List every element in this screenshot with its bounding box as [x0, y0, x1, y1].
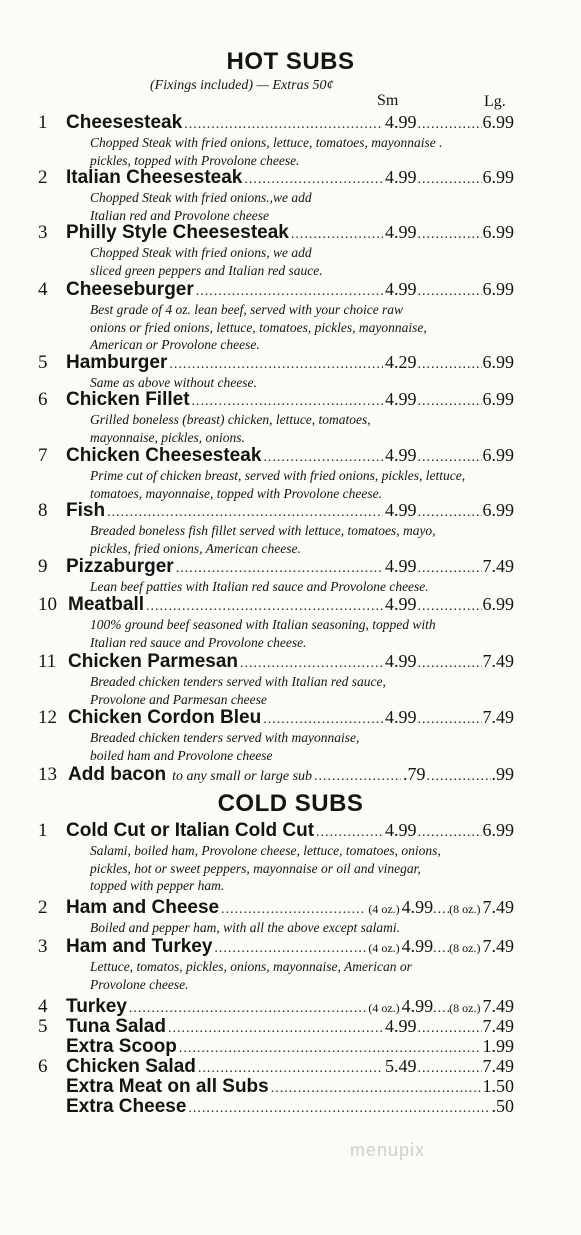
menu-item [38, 996, 514, 1018]
leader-dots [146, 599, 383, 615]
leader-dots [263, 450, 383, 466]
cold-subs-title: COLD SUBS [217, 790, 364, 817]
item-description [90, 616, 530, 651]
leader-dots [198, 1061, 383, 1077]
menu-item [38, 1096, 514, 1118]
leader-dots [188, 1101, 489, 1117]
item-description [90, 522, 530, 557]
item-description [90, 958, 530, 993]
leader-dots [314, 769, 401, 785]
leader-dots [418, 172, 482, 188]
price-small: 4.99 [385, 820, 417, 840]
item-number: 4 [38, 279, 48, 300]
price-large: 6.99 [482, 594, 514, 614]
price-small: 4.99 [385, 279, 417, 299]
leader-dots [418, 450, 482, 466]
price-large: 6.99 [482, 279, 514, 299]
item-number: 4 [38, 996, 48, 1017]
item-description [90, 134, 530, 169]
price-large: 7.49 [482, 996, 514, 1016]
price-large: 6.99 [482, 389, 514, 409]
item-name: Chicken Cheesesteak [66, 445, 262, 466]
item-name: Pizzaburger [66, 556, 174, 577]
price-large: 6.99 [482, 222, 514, 242]
price-large: 7.49 [482, 1056, 514, 1076]
price-large: 1.50 [482, 1076, 514, 1096]
item-name: Ham and Turkey [66, 936, 213, 957]
leader-dots [129, 1001, 366, 1017]
leader-dots [418, 656, 482, 672]
leader-dots [418, 712, 482, 728]
leader-dots [196, 284, 383, 300]
leader-dots [192, 394, 383, 410]
item-name: Fish [66, 500, 106, 521]
leader-dots [418, 227, 482, 243]
item-description [90, 467, 530, 502]
desc-line: 100% ground beef seasoned with Italian seasoning, topped with [90, 617, 436, 632]
item-name: Extra Scoop [66, 1036, 177, 1057]
leader-dots [433, 902, 449, 918]
price-small: 4.99 [385, 167, 417, 187]
item-description [90, 189, 530, 224]
leader-dots [168, 1021, 383, 1037]
desc-line: Prime cut of chicken breast, served with fried onions, pickles, lettuce, [90, 468, 466, 483]
menu-item [38, 500, 514, 522]
item-description [90, 673, 530, 708]
price-small: 4.99 [385, 707, 417, 727]
item-name: Cold Cut or Italian Cold Cut [66, 820, 315, 841]
leader-dots [291, 227, 383, 243]
desc-line: Chopped Steak with fried onions.,we add [90, 190, 312, 205]
item-number: 5 [38, 1016, 48, 1037]
leader-dots [433, 941, 449, 957]
size-large: (8 oz.) [449, 1001, 481, 1015]
item-note: to any small or large sub [172, 769, 313, 784]
item-number: 7 [38, 445, 48, 466]
desc-line: pickles, topped with Provolone cheese. [90, 152, 300, 168]
price-large: 7.49 [482, 897, 514, 917]
item-name: Hamburger [66, 352, 168, 373]
desc-line: boiled ham and Provolone cheese [90, 747, 273, 763]
leader-dots [427, 769, 491, 785]
item-description [90, 729, 530, 764]
item-description [90, 578, 530, 596]
leader-dots [418, 284, 482, 300]
size-small: (4 oz.) [368, 1001, 400, 1015]
menu-item [38, 167, 514, 189]
desc-line: Italian red sauce and Provolone cheese. [90, 634, 307, 650]
leader-dots [316, 825, 383, 841]
leader-dots [184, 117, 383, 133]
size-small: (4 oz.) [368, 902, 400, 916]
desc-line: Chopped Steak with fried onions, lettuce, tomatoes, mayonnaise . [90, 135, 443, 150]
price-small: 5.49 [385, 1056, 417, 1076]
leader-dots [418, 505, 482, 521]
hot-subs-title: HOT SUBS [226, 48, 355, 75]
item-number: 13 [38, 764, 57, 785]
item-number: 11 [38, 651, 57, 672]
item-number: 1 [38, 820, 48, 841]
item-number: 2 [38, 897, 48, 918]
price-small: 4.99 [401, 996, 434, 1016]
price-large: 7.49 [482, 707, 514, 727]
item-name: Chicken Salad [66, 1056, 196, 1077]
price-small: 4.99 [401, 936, 434, 956]
price-large: 7.49 [482, 651, 514, 671]
menupix-watermark: menupix [350, 1140, 426, 1160]
item-name: Cheesesteak [66, 112, 183, 133]
menu-item [38, 279, 514, 301]
leader-dots [418, 394, 482, 410]
size-large: (8 oz.) [449, 941, 481, 955]
menu-item [38, 594, 514, 616]
desc-line: Provolone and Parmesan cheese [90, 691, 267, 707]
desc-line: Breaded chicken tenders served with mayonnaise, [90, 730, 360, 745]
menu-item [38, 764, 514, 786]
item-description [90, 244, 530, 279]
item-name: Tuna Salad [66, 1016, 166, 1037]
leader-dots [418, 825, 482, 841]
item-description [90, 842, 530, 895]
leader-dots [179, 1041, 481, 1057]
leader-dots [271, 1081, 481, 1097]
price-small: 4.99 [385, 112, 417, 132]
item-name: Cheeseburger [66, 279, 194, 300]
price-large: 6.99 [482, 445, 514, 465]
desc-line: Lettuce, tomatos, pickles, onions, mayonnaise, American or [90, 959, 412, 974]
leader-dots [240, 656, 383, 672]
desc-line: Breaded boneless fish fillet served with lettuce, tomatoes, mayo, [90, 523, 436, 538]
price-large: .99 [491, 764, 514, 784]
leader-dots [418, 1061, 482, 1077]
desc-line: Provolone cheese. [90, 976, 189, 992]
price-small: 4.99 [385, 556, 417, 576]
price-small: 4.99 [385, 445, 417, 465]
menu-item [38, 1076, 514, 1098]
leader-dots [263, 712, 383, 728]
item-name: Chicken Parmesan [68, 651, 239, 672]
price-large: 1.99 [482, 1036, 514, 1056]
item-name: Add bacon [68, 764, 167, 785]
desc-line: Chopped Steak with fried onions, we add [90, 245, 312, 260]
desc-line: Salami, boiled ham, Provolone cheese, lettuce, tomatoes, onions, [90, 843, 441, 858]
price-large: .50 [491, 1096, 514, 1116]
item-number: 8 [38, 500, 48, 521]
item-description [90, 301, 530, 354]
item-number: 12 [38, 707, 57, 728]
item-name: Extra Cheese [66, 1096, 187, 1117]
menu-item [38, 820, 514, 842]
price-large: 7.49 [482, 556, 514, 576]
size-small: (4 oz.) [368, 941, 400, 955]
price-small: 4.99 [385, 651, 417, 671]
item-number: 6 [38, 1056, 48, 1077]
price-large: 6.99 [482, 500, 514, 520]
menu-item [38, 445, 514, 467]
item-number: 10 [38, 594, 57, 615]
col-large-label: Lg. [484, 93, 506, 110]
price-large: 7.49 [482, 1016, 514, 1036]
leader-dots [214, 941, 366, 957]
price-large: 6.99 [482, 112, 514, 132]
desc-line: Boiled and pepper ham, with all the above except salami. [90, 920, 401, 935]
desc-line: topped with pepper ham. [90, 878, 225, 893]
hot-subs-note: (Fixings included) — Extras 50¢ [150, 78, 334, 93]
menu-item [38, 1016, 514, 1038]
leader-dots [244, 172, 383, 188]
size-large: (8 oz.) [449, 902, 481, 916]
menu-item [38, 222, 514, 244]
item-name: Ham and Cheese [66, 897, 220, 918]
item-description [90, 919, 530, 937]
leader-dots [418, 561, 482, 577]
desc-line: sliced green peppers and Italian red sauce. [90, 262, 323, 278]
price-large: 6.99 [482, 167, 514, 187]
item-name: Chicken Cordon Bleu [68, 707, 262, 728]
col-small-label: Sm [377, 92, 399, 109]
price-small: 4.99 [385, 594, 417, 614]
menu-item [38, 651, 514, 673]
price-small: .79 [403, 764, 426, 784]
desc-line: pickles, hot or sweet peppers, mayonnaise or oil and vinegar, [90, 860, 421, 876]
menu-item [38, 1056, 514, 1078]
leader-dots [418, 599, 482, 615]
leader-dots [418, 357, 482, 373]
item-number: 1 [38, 112, 48, 133]
menu-item [38, 389, 514, 411]
item-number: 6 [38, 389, 48, 410]
desc-line: American or Provolone cheese. [90, 337, 260, 352]
item-number: 2 [38, 167, 48, 188]
desc-line: tomatoes, mayonnaise, topped with Provolone cheese. [90, 485, 382, 501]
item-name: Chicken Fillet [66, 389, 190, 410]
item-name: Turkey [66, 996, 127, 1017]
item-name: Philly Style Cheesesteak [66, 222, 289, 243]
leader-dots [221, 902, 366, 918]
menu-item [38, 897, 514, 919]
desc-line: Italian red and Provolone cheese [90, 207, 269, 223]
menu-item [38, 707, 514, 729]
price-small: 4.99 [385, 222, 417, 242]
leader-dots [107, 505, 383, 521]
leader-dots [418, 117, 482, 133]
price-small: 4.99 [385, 389, 417, 409]
price-small: 4.99 [385, 1016, 417, 1036]
price-small: 4.99 [401, 897, 434, 917]
item-number: 9 [38, 556, 48, 577]
price-small: 4.99 [385, 500, 417, 520]
desc-line: pickles, fried onions, American cheese. [90, 540, 301, 556]
price-small: 4.29 [385, 352, 417, 372]
desc-line: Best grade of 4 oz. lean beef, served with your choice raw [90, 302, 404, 317]
price-large: 7.49 [482, 936, 514, 956]
menu-item [38, 556, 514, 578]
item-name: Meatball [68, 594, 145, 615]
desc-line: Breaded chicken tenders served with Italian red sauce, [90, 674, 386, 689]
desc-line: Grilled boneless (breast) chicken, lettuce, tomatoes, [90, 412, 371, 427]
leader-dots [418, 1021, 482, 1037]
desc-line: Lean beef patties with Italian red sauce and Provolone cheese. [90, 579, 429, 594]
leader-dots [176, 561, 383, 577]
desc-line: mayonnaise, pickles, onions. [90, 429, 245, 445]
menu-item [38, 352, 514, 374]
price-large: 6.99 [482, 352, 514, 372]
desc-line: Same as above without cheese. [90, 375, 257, 390]
item-description [90, 411, 530, 446]
leader-dots [169, 357, 383, 373]
price-large: 6.99 [482, 820, 514, 840]
menu-item [38, 112, 514, 134]
item-name: Italian Cheesesteak [66, 167, 243, 188]
item-number: 3 [38, 222, 48, 243]
item-number: 3 [38, 936, 48, 957]
item-number: 5 [38, 352, 48, 373]
leader-dots [433, 1001, 449, 1017]
menu-item [38, 1036, 514, 1058]
menu-item [38, 936, 514, 958]
desc-line: onions or fried onions, lettuce, tomatoes, pickles, mayonnaise, [90, 319, 427, 335]
item-name: Extra Meat on all Subs [66, 1076, 269, 1097]
